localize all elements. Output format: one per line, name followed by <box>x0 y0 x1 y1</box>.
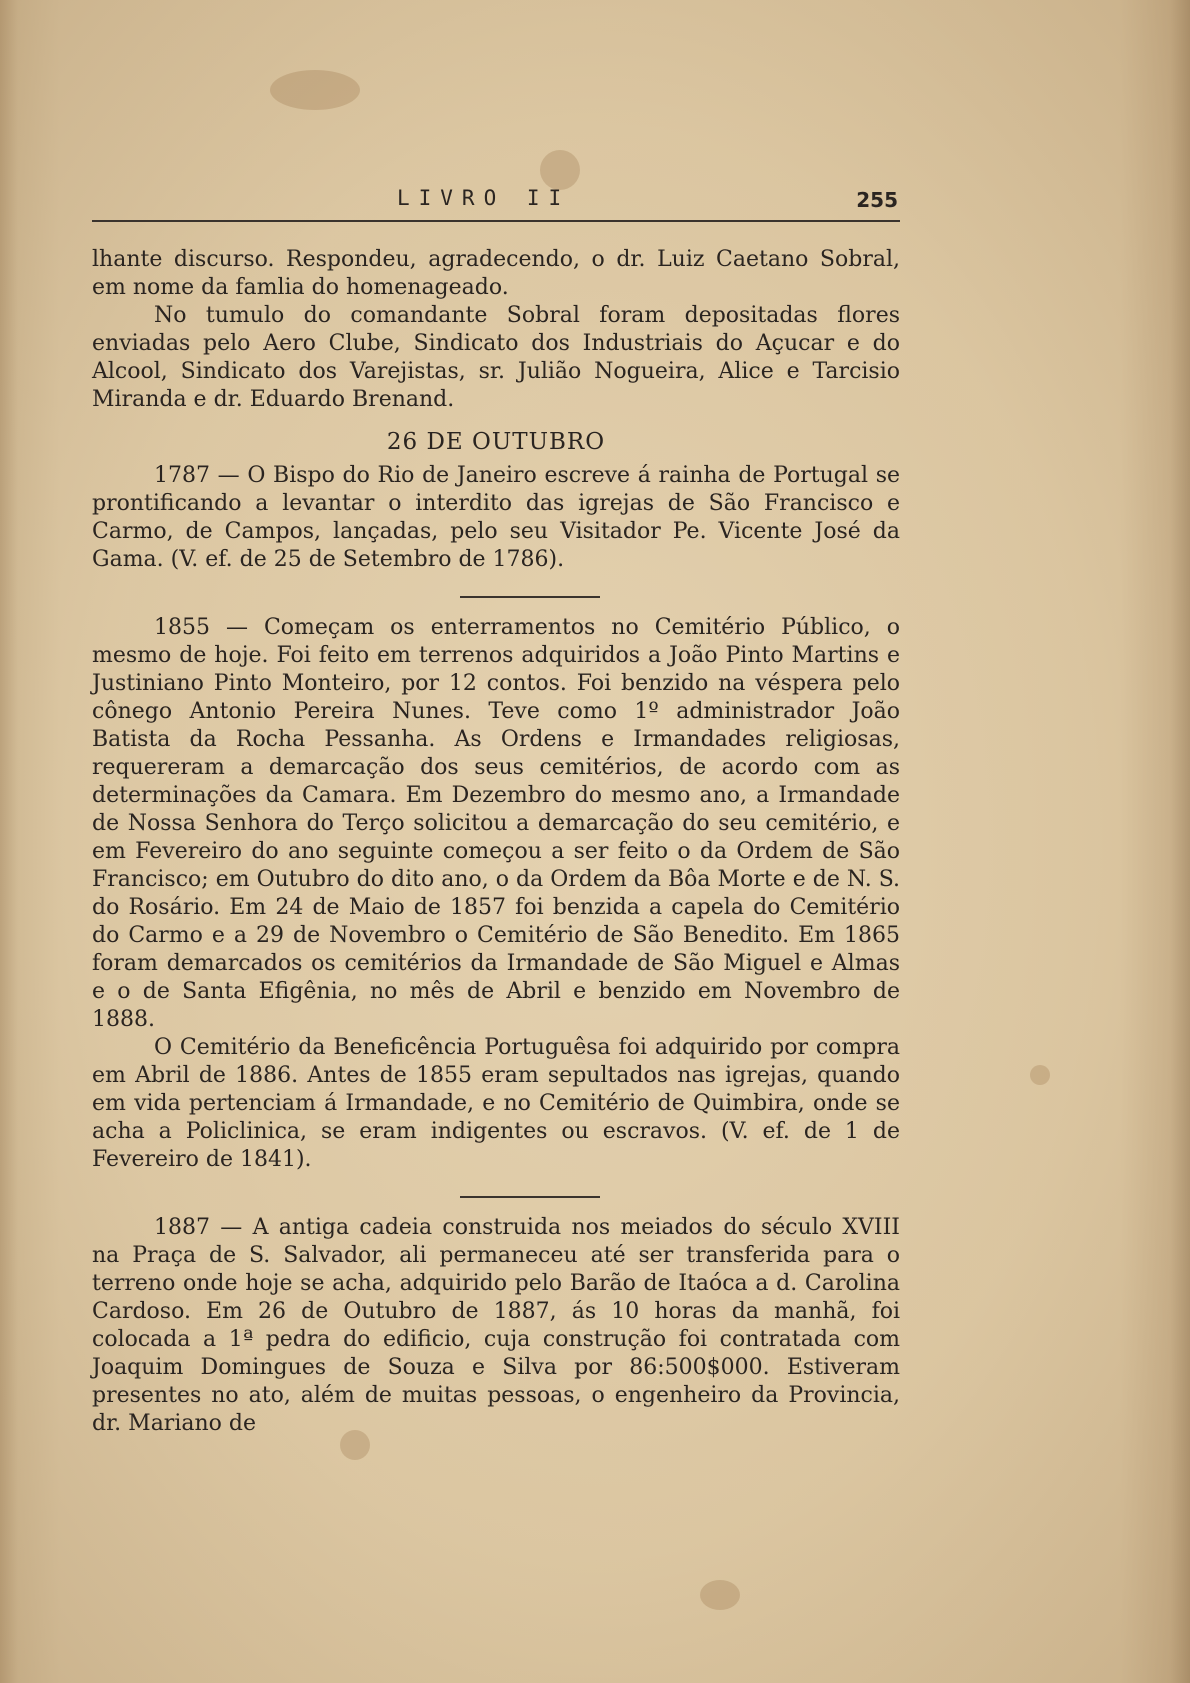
stain-spot <box>1030 1065 1050 1085</box>
paragraph-beneficencia: O Cemitério da Beneficência Portuguêsa foi adquirido por compra em Abril de 1886. Antes de 1855 eram sepultados nas igrejas, quando em vida pertenciam á Irmandade, e no Cemitério de Quimbira, onde se acha a Policlinica, se eram indigentes ou escravos. (V. ef. de 1 de Fevereiro de 1841). <box>92 1035 900 1172</box>
paragraph-1887: 1887 — A antiga cadeia construida nos meiados do século XVIII na Praça de S. Salvador, ali permaneceu até ser transferida para o terreno onde hoje se acha, adquirido pelo Barão de Itaóca a d. Carolina Cardoso. Em 26 de Outubro de 1887, ás 10 horas da manhã, foi colocada a 1ª pedra do edificio, cuja construção foi contratada com Joaquim Domingues de Souza e Silva por 86:500$000. Estiveram presentes no ato, além de muitas pessoas, o engenheiro da Provincia, dr. Mariano de <box>92 1215 900 1436</box>
stain-spot <box>700 1580 740 1610</box>
date-heading: 26 DE OUTUBRO <box>386 429 606 455</box>
body-text <box>92 246 900 1438</box>
header-rule <box>92 220 900 222</box>
stain-spot <box>540 150 580 190</box>
page-number: 255 <box>856 188 898 212</box>
stain-spot <box>270 70 360 110</box>
section-separator <box>460 1196 600 1198</box>
paragraph-continuation: lhante discurso. Respondeu, agradecendo, o dr. Luiz Caetano Sobral, em nome da famlia do homenageado. <box>92 247 900 300</box>
paragraph-tumulo: No tumulo do comandante Sobral foram depositadas flores enviadas pelo Aero Clube, Sindicato dos Industriais do Açucar e do Alcool, Sindicato dos Varejistas, sr. Julião Nogueira, Alice e Tarcisio Miranda e dr. Eduardo Brenand. <box>92 303 900 412</box>
paragraph-1787: 1787 — O Bispo do Rio de Janeiro escreve á rainha de Portugal se prontificando a levantar o interdito das igrejas de São Francisco e Carmo, de Campos, lançadas, pelo seu Visitador Pe. Vicente José da Gama. (V. ef. de 25 de Setembro de 1786). <box>92 463 900 572</box>
running-title: LIVRO II <box>397 186 571 210</box>
section-separator <box>460 596 600 598</box>
page-header <box>92 186 900 226</box>
paragraph-1855: 1855 — Começam os enterramentos no Cemitério Público, o mesmo de hoje. Foi feito em terrenos adquiridos a João Pinto Martins e Justiniano Pinto Monteiro, por 12 contos. Foi benzido na véspera pelo cônego Antonio Pereira Nunes. Teve como 1º administrador João Batista da Rocha Pessanha. As Ordens e Irmandades religiosas, requereram a demarcação dos seus cemitérios, de acordo com as determinações da Camara. Em Dezembro do mesmo ano, a Irmandade de Nossa Senhora do Terço solicitou a demarcação do seu cemitério, e em Fevereiro do ano seguinte começou a ser feito o da Ordem de São Francisco; em Outubro do dito ano, o da Ordem da Bôa Morte e de N. S. do Rosário. Em 24 de Maio de 1857 foi benzida a capela do Cemitério do Carmo e a 29 de Novembro o Cemitério de São Benedito. Em 1865 foram demarcados os cemitérios da Irmandade de São Miguel e Almas e o de Santa Efigênia, no mês de Abril e benzido em Novembro de 1888. <box>92 615 900 1032</box>
